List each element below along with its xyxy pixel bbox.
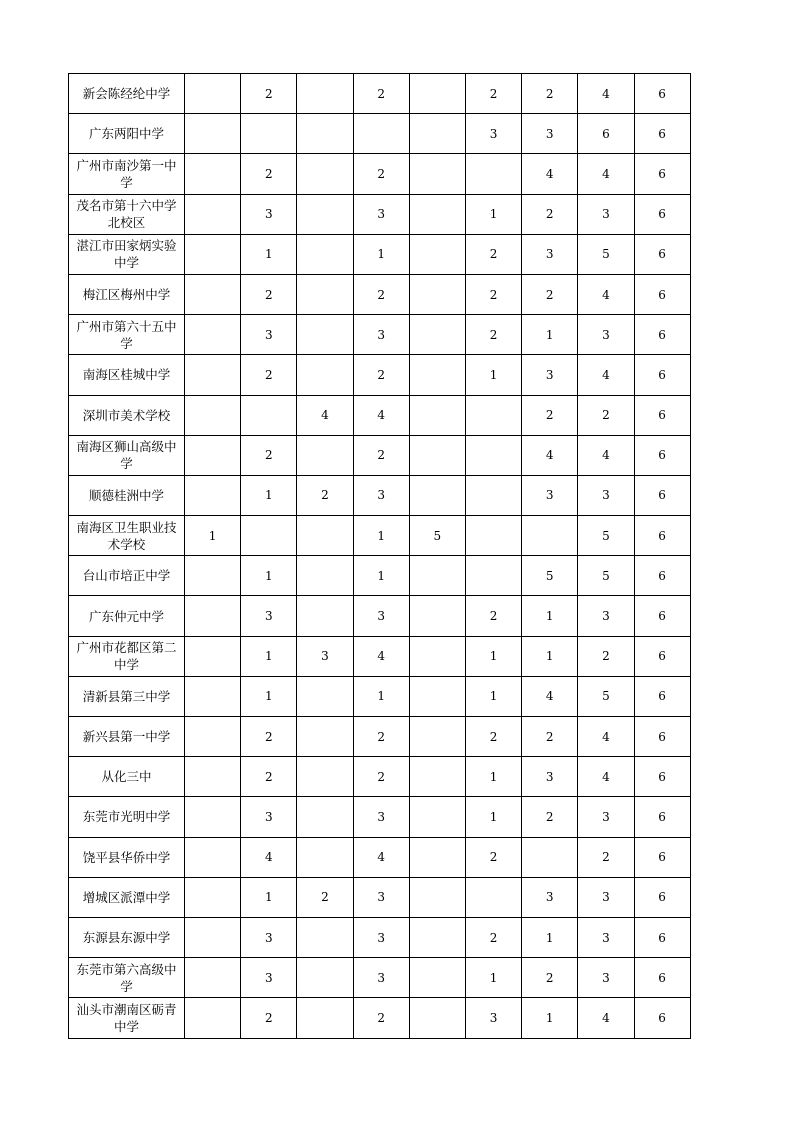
- value-cell-col-9: 6: [634, 877, 690, 917]
- value-cell-col-5: [409, 757, 465, 797]
- value-cell-col-1: [185, 315, 241, 355]
- value-cell-col-3: [297, 556, 353, 596]
- value-cell-col-3: [297, 797, 353, 837]
- table-row: [69, 274, 691, 314]
- value-cell-col-6: 2: [465, 274, 521, 314]
- value-cell-col-4: [353, 114, 409, 154]
- value-cell-col-4: 3: [353, 194, 409, 234]
- value-cell-col-7: 4: [522, 435, 578, 475]
- table-row: [69, 194, 691, 234]
- value-cell-col-1: [185, 877, 241, 917]
- value-cell-col-9: 6: [634, 194, 690, 234]
- value-cell-col-3: [297, 837, 353, 877]
- value-cell-col-9: 6: [634, 837, 690, 877]
- value-cell-col-1: [185, 676, 241, 716]
- value-cell-col-3: [297, 717, 353, 757]
- value-cell-col-9: 6: [634, 154, 690, 194]
- value-cell-col-8: 3: [578, 315, 634, 355]
- value-cell-col-9: 6: [634, 757, 690, 797]
- value-cell-col-6: 3: [465, 114, 521, 154]
- value-cell-col-1: [185, 917, 241, 957]
- table-row: [69, 556, 691, 596]
- value-cell-col-5: [409, 355, 465, 395]
- table-row: [69, 757, 691, 797]
- value-cell-col-1: [185, 475, 241, 515]
- value-cell-col-2: 2: [241, 757, 297, 797]
- value-cell-col-4: 3: [353, 877, 409, 917]
- value-cell-col-8: 4: [578, 717, 634, 757]
- value-cell-col-9: 6: [634, 114, 690, 154]
- value-cell-col-7: 3: [522, 234, 578, 274]
- value-cell-col-3: [297, 274, 353, 314]
- value-cell-col-1: [185, 797, 241, 837]
- value-cell-col-5: [409, 274, 465, 314]
- school-name-cell: 南海区卫生职业技术学校: [69, 516, 185, 556]
- table-row: [69, 998, 691, 1038]
- school-name-cell: 顺德桂洲中学: [69, 475, 185, 515]
- value-cell-col-6: 1: [465, 958, 521, 998]
- table-row: [69, 676, 691, 716]
- value-cell-col-9: 6: [634, 917, 690, 957]
- value-cell-col-7: 3: [522, 475, 578, 515]
- table-row: [69, 717, 691, 757]
- value-cell-col-1: [185, 998, 241, 1038]
- value-cell-col-1: [185, 837, 241, 877]
- value-cell-col-7: 3: [522, 877, 578, 917]
- value-cell-col-7: [522, 516, 578, 556]
- value-cell-col-7: 2: [522, 717, 578, 757]
- value-cell-col-5: [409, 194, 465, 234]
- value-cell-col-4: 1: [353, 516, 409, 556]
- value-cell-col-5: [409, 154, 465, 194]
- value-cell-col-9: 6: [634, 355, 690, 395]
- value-cell-col-7: 4: [522, 154, 578, 194]
- value-cell-col-2: [241, 114, 297, 154]
- school-name-cell: 清新县第三中学: [69, 676, 185, 716]
- value-cell-col-3: 4: [297, 395, 353, 435]
- school-name-cell: 广东仲元中学: [69, 596, 185, 636]
- value-cell-col-2: 2: [241, 355, 297, 395]
- value-cell-col-8: 3: [578, 958, 634, 998]
- value-cell-col-9: 6: [634, 958, 690, 998]
- value-cell-col-1: [185, 596, 241, 636]
- value-cell-col-4: 3: [353, 315, 409, 355]
- value-cell-col-7: 3: [522, 114, 578, 154]
- value-cell-col-5: [409, 435, 465, 475]
- value-cell-col-3: [297, 234, 353, 274]
- value-cell-col-1: [185, 154, 241, 194]
- value-cell-col-6: 1: [465, 636, 521, 676]
- value-cell-col-4: 3: [353, 917, 409, 957]
- value-cell-col-4: 2: [353, 154, 409, 194]
- value-cell-col-3: 3: [297, 636, 353, 676]
- value-cell-col-5: [409, 676, 465, 716]
- value-cell-col-6: 2: [465, 596, 521, 636]
- school-name-cell: 梅江区梅州中学: [69, 274, 185, 314]
- value-cell-col-9: 6: [634, 676, 690, 716]
- value-cell-col-1: [185, 435, 241, 475]
- value-cell-col-9: 6: [634, 797, 690, 837]
- value-cell-col-8: 2: [578, 395, 634, 435]
- value-cell-col-7: 2: [522, 395, 578, 435]
- value-cell-col-1: [185, 757, 241, 797]
- school-name-cell: 南海区狮山高级中学: [69, 435, 185, 475]
- value-cell-col-3: [297, 917, 353, 957]
- table-row: [69, 315, 691, 355]
- value-cell-col-2: [241, 395, 297, 435]
- value-cell-col-3: [297, 194, 353, 234]
- value-cell-col-4: 2: [353, 717, 409, 757]
- value-cell-col-8: 4: [578, 355, 634, 395]
- value-cell-col-4: 2: [353, 435, 409, 475]
- value-cell-col-2: 2: [241, 74, 297, 114]
- value-cell-col-4: 2: [353, 757, 409, 797]
- value-cell-col-8: 4: [578, 274, 634, 314]
- value-cell-col-8: 3: [578, 797, 634, 837]
- value-cell-col-2: 1: [241, 556, 297, 596]
- value-cell-col-1: [185, 958, 241, 998]
- school-name-cell: 南海区桂城中学: [69, 355, 185, 395]
- value-cell-col-5: [409, 475, 465, 515]
- value-cell-col-2: [241, 516, 297, 556]
- value-cell-col-2: 3: [241, 315, 297, 355]
- table-row: [69, 516, 691, 556]
- value-cell-col-1: [185, 636, 241, 676]
- value-cell-col-6: [465, 475, 521, 515]
- value-cell-col-7: 1: [522, 917, 578, 957]
- value-cell-col-9: 6: [634, 556, 690, 596]
- value-cell-col-2: 1: [241, 877, 297, 917]
- value-cell-col-5: [409, 315, 465, 355]
- value-cell-col-2: 3: [241, 958, 297, 998]
- value-cell-col-5: [409, 998, 465, 1038]
- value-cell-col-7: 2: [522, 797, 578, 837]
- value-cell-col-9: 6: [634, 234, 690, 274]
- table-row: [69, 797, 691, 837]
- value-cell-col-2: 2: [241, 274, 297, 314]
- value-cell-col-8: 4: [578, 74, 634, 114]
- school-name-cell: 广州市第六十五中学: [69, 315, 185, 355]
- value-cell-col-8: 3: [578, 194, 634, 234]
- value-cell-col-4: 2: [353, 355, 409, 395]
- value-cell-col-9: 6: [634, 596, 690, 636]
- value-cell-col-7: 2: [522, 194, 578, 234]
- value-cell-col-6: 2: [465, 917, 521, 957]
- value-cell-col-7: 5: [522, 556, 578, 596]
- value-cell-col-7: 3: [522, 355, 578, 395]
- value-cell-col-3: [297, 355, 353, 395]
- value-cell-col-2: 1: [241, 475, 297, 515]
- value-cell-col-5: [409, 114, 465, 154]
- table-row: [69, 114, 691, 154]
- value-cell-col-8: 3: [578, 917, 634, 957]
- value-cell-col-8: 5: [578, 556, 634, 596]
- table-body: [69, 74, 691, 1039]
- value-cell-col-9: 6: [634, 435, 690, 475]
- value-cell-col-4: 2: [353, 998, 409, 1038]
- value-cell-col-9: 6: [634, 516, 690, 556]
- value-cell-col-8: 2: [578, 837, 634, 877]
- school-name-cell: 广州市花都区第二中学: [69, 636, 185, 676]
- table-row: [69, 958, 691, 998]
- value-cell-col-6: 2: [465, 234, 521, 274]
- table-row: [69, 596, 691, 636]
- value-cell-col-4: 4: [353, 636, 409, 676]
- table-row: [69, 475, 691, 515]
- value-cell-col-6: [465, 435, 521, 475]
- value-cell-col-8: 5: [578, 516, 634, 556]
- school-name-cell: 广州市南沙第一中学: [69, 154, 185, 194]
- value-cell-col-9: 6: [634, 998, 690, 1038]
- value-cell-col-8: 5: [578, 676, 634, 716]
- school-name-cell: 东莞市第六高级中学: [69, 958, 185, 998]
- value-cell-col-5: [409, 596, 465, 636]
- value-cell-col-1: [185, 395, 241, 435]
- value-cell-col-2: 4: [241, 837, 297, 877]
- value-cell-col-1: [185, 274, 241, 314]
- value-cell-col-3: [297, 596, 353, 636]
- value-cell-col-4: 2: [353, 274, 409, 314]
- value-cell-col-6: [465, 516, 521, 556]
- value-cell-col-3: [297, 958, 353, 998]
- school-name-cell: 东源县东源中学: [69, 917, 185, 957]
- table-row: [69, 636, 691, 676]
- value-cell-col-1: [185, 717, 241, 757]
- value-cell-col-2: 3: [241, 596, 297, 636]
- value-cell-col-4: 3: [353, 797, 409, 837]
- value-cell-col-8: 6: [578, 114, 634, 154]
- value-cell-col-3: [297, 74, 353, 114]
- value-cell-col-2: 1: [241, 234, 297, 274]
- value-cell-col-6: [465, 877, 521, 917]
- value-cell-col-5: [409, 74, 465, 114]
- school-name-cell: 增城区派潭中学: [69, 877, 185, 917]
- value-cell-col-8: 4: [578, 757, 634, 797]
- school-name-cell: 广东两阳中学: [69, 114, 185, 154]
- school-name-cell: 新兴县第一中学: [69, 717, 185, 757]
- value-cell-col-3: [297, 114, 353, 154]
- value-cell-col-2: 1: [241, 676, 297, 716]
- value-cell-col-5: [409, 917, 465, 957]
- value-cell-col-6: 3: [465, 998, 521, 1038]
- value-cell-col-6: [465, 556, 521, 596]
- value-cell-col-7: 2: [522, 74, 578, 114]
- table-row: [69, 877, 691, 917]
- table-row: [69, 74, 691, 114]
- value-cell-col-9: 6: [634, 475, 690, 515]
- value-cell-col-5: [409, 797, 465, 837]
- value-cell-col-6: 2: [465, 717, 521, 757]
- value-cell-col-2: 1: [241, 636, 297, 676]
- value-cell-col-8: 4: [578, 998, 634, 1038]
- value-cell-col-3: [297, 154, 353, 194]
- value-cell-col-6: 1: [465, 757, 521, 797]
- school-name-cell: 饶平县华侨中学: [69, 837, 185, 877]
- value-cell-col-2: 3: [241, 917, 297, 957]
- school-name-cell: 湛江市田家炳实验中学: [69, 234, 185, 274]
- value-cell-col-7: 3: [522, 757, 578, 797]
- value-cell-col-7: 1: [522, 315, 578, 355]
- value-cell-col-1: [185, 234, 241, 274]
- table-row: [69, 917, 691, 957]
- value-cell-col-3: [297, 315, 353, 355]
- table-row: [69, 355, 691, 395]
- value-cell-col-4: 2: [353, 74, 409, 114]
- value-cell-col-3: [297, 757, 353, 797]
- school-name-cell: 新会陈经纶中学: [69, 74, 185, 114]
- value-cell-col-3: [297, 676, 353, 716]
- value-cell-col-3: [297, 516, 353, 556]
- value-cell-col-5: [409, 837, 465, 877]
- value-cell-col-6: 1: [465, 676, 521, 716]
- school-name-cell: 深圳市美术学校: [69, 395, 185, 435]
- value-cell-col-2: 3: [241, 194, 297, 234]
- table-row: [69, 234, 691, 274]
- value-cell-col-6: 2: [465, 837, 521, 877]
- value-cell-col-3: 2: [297, 877, 353, 917]
- value-cell-col-2: 2: [241, 435, 297, 475]
- value-cell-col-4: 3: [353, 596, 409, 636]
- value-cell-col-5: [409, 717, 465, 757]
- value-cell-col-6: 1: [465, 194, 521, 234]
- value-cell-col-6: 2: [465, 315, 521, 355]
- value-cell-col-8: 3: [578, 596, 634, 636]
- value-cell-col-1: [185, 194, 241, 234]
- value-cell-col-4: 1: [353, 556, 409, 596]
- value-cell-col-7: 2: [522, 958, 578, 998]
- value-cell-col-6: [465, 154, 521, 194]
- value-cell-col-6: 1: [465, 797, 521, 837]
- value-cell-col-1: [185, 355, 241, 395]
- school-name-cell: 东莞市光明中学: [69, 797, 185, 837]
- value-cell-col-6: 1: [465, 355, 521, 395]
- value-cell-col-4: 1: [353, 676, 409, 716]
- value-cell-col-5: [409, 877, 465, 917]
- value-cell-col-7: 1: [522, 998, 578, 1038]
- value-cell-col-3: 2: [297, 475, 353, 515]
- value-cell-col-7: 1: [522, 596, 578, 636]
- value-cell-col-3: [297, 435, 353, 475]
- value-cell-col-5: [409, 234, 465, 274]
- value-cell-col-3: [297, 998, 353, 1038]
- value-cell-col-8: 5: [578, 234, 634, 274]
- table-row: [69, 395, 691, 435]
- value-cell-col-2: 2: [241, 154, 297, 194]
- value-cell-col-5: [409, 395, 465, 435]
- value-cell-col-8: 4: [578, 435, 634, 475]
- value-cell-col-9: 6: [634, 717, 690, 757]
- value-cell-col-9: 6: [634, 315, 690, 355]
- value-cell-col-8: 2: [578, 636, 634, 676]
- value-cell-col-4: 3: [353, 475, 409, 515]
- value-cell-col-7: 2: [522, 274, 578, 314]
- value-cell-col-9: 6: [634, 74, 690, 114]
- value-cell-col-8: 3: [578, 877, 634, 917]
- school-data-table: [68, 73, 691, 1039]
- value-cell-col-4: 4: [353, 837, 409, 877]
- table-row: [69, 837, 691, 877]
- school-name-cell: 从化三中: [69, 757, 185, 797]
- value-cell-col-5: [409, 556, 465, 596]
- value-cell-col-7: 4: [522, 676, 578, 716]
- school-name-cell: 台山市培正中学: [69, 556, 185, 596]
- value-cell-col-2: 3: [241, 797, 297, 837]
- value-cell-col-6: 2: [465, 74, 521, 114]
- value-cell-col-9: 6: [634, 395, 690, 435]
- school-name-cell: 汕头市潮南区砺青中学: [69, 998, 185, 1038]
- value-cell-col-5: 5: [409, 516, 465, 556]
- value-cell-col-1: [185, 74, 241, 114]
- value-cell-col-8: 3: [578, 475, 634, 515]
- value-cell-col-1: [185, 556, 241, 596]
- value-cell-col-4: 4: [353, 395, 409, 435]
- value-cell-col-5: [409, 958, 465, 998]
- table-row: [69, 154, 691, 194]
- value-cell-col-4: 1: [353, 234, 409, 274]
- value-cell-col-4: 3: [353, 958, 409, 998]
- value-cell-col-9: 6: [634, 274, 690, 314]
- value-cell-col-2: 2: [241, 717, 297, 757]
- value-cell-col-2: 2: [241, 998, 297, 1038]
- value-cell-col-7: 1: [522, 636, 578, 676]
- school-name-cell: 茂名市第十六中学北校区: [69, 194, 185, 234]
- value-cell-col-7: [522, 837, 578, 877]
- value-cell-col-1: 1: [185, 516, 241, 556]
- value-cell-col-8: 4: [578, 154, 634, 194]
- value-cell-col-6: [465, 395, 521, 435]
- table-row: [69, 435, 691, 475]
- value-cell-col-9: 6: [634, 636, 690, 676]
- value-cell-col-5: [409, 636, 465, 676]
- value-cell-col-1: [185, 114, 241, 154]
